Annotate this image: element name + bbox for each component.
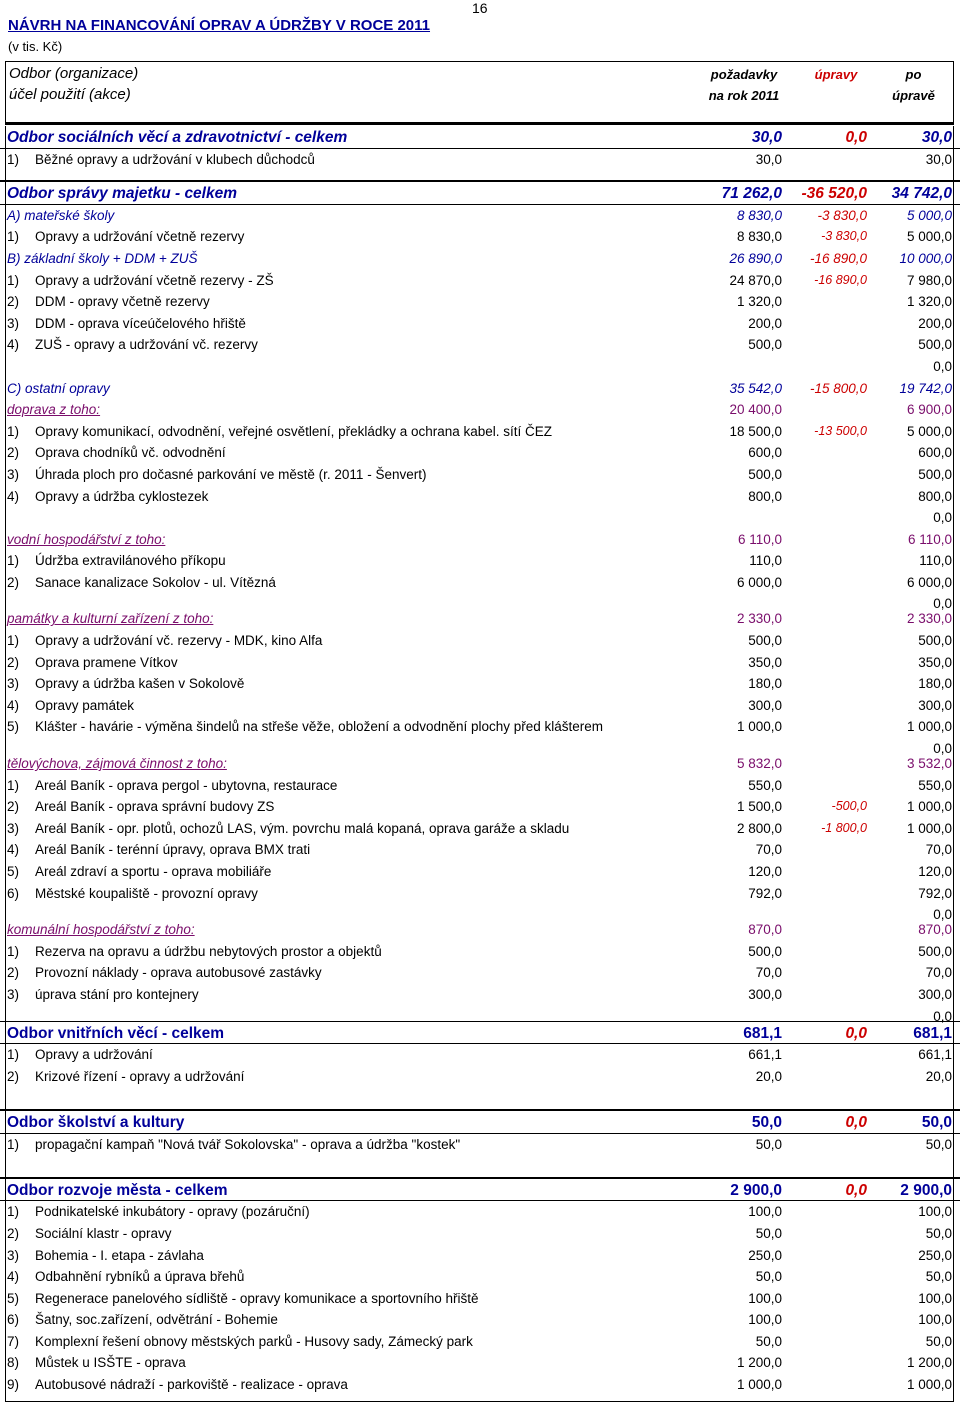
row-label: doprava z toho: bbox=[7, 402, 101, 418]
value-requests: 26 890,0 bbox=[729, 250, 782, 266]
row-label: komunální hospodářství z toho: bbox=[7, 922, 195, 938]
value-after: 1 320,0 bbox=[906, 294, 952, 310]
value-requests: 800,0 bbox=[748, 488, 782, 504]
row-label: Úhrada ploch pro dočasné parkování ve městě (r. 2011 - Šenvert) bbox=[35, 466, 427, 482]
header-after-line1: po bbox=[905, 67, 922, 82]
table-row bbox=[0, 181, 960, 205]
value-after: 500,0 bbox=[918, 337, 952, 353]
value-requests: 500,0 bbox=[748, 943, 782, 959]
value-requests: 500,0 bbox=[748, 466, 782, 482]
table-row bbox=[0, 695, 960, 717]
value-after: 6 110,0 bbox=[907, 531, 952, 547]
table-row bbox=[0, 464, 960, 486]
table-row bbox=[0, 883, 960, 905]
row-label: Sociální klastr - opravy bbox=[35, 1225, 172, 1241]
row-label: ZUŠ - opravy a udržování vč. rezervy bbox=[35, 337, 258, 353]
value-adjustment: -36 520,0 bbox=[801, 185, 867, 203]
value-requests: 70,0 bbox=[755, 965, 782, 981]
table-row bbox=[0, 378, 960, 400]
header-adjustments: úpravy bbox=[814, 67, 858, 82]
value-after: 0,0 bbox=[933, 1008, 952, 1024]
row-number: 3) bbox=[7, 820, 20, 836]
value-after: 34 742,0 bbox=[891, 185, 952, 203]
table-row bbox=[0, 738, 960, 757]
value-requests: 18 500,0 bbox=[729, 423, 782, 439]
value-requests: 71 262,0 bbox=[721, 185, 782, 203]
value-after: 0,0 bbox=[933, 596, 952, 612]
row-number: 5) bbox=[7, 1290, 20, 1306]
row-label: Komplexní řešení obnovy městských parků - Husovy sady, Zámecký park bbox=[35, 1333, 473, 1349]
row-label: Provozní náklady - oprava autobusové zastávky bbox=[35, 965, 322, 981]
value-after: 1 000,0 bbox=[906, 799, 952, 815]
value-requests: 681,1 bbox=[743, 1024, 782, 1042]
value-after: 0,0 bbox=[933, 510, 952, 526]
table-row bbox=[0, 904, 960, 923]
row-label: Areál Baník - terénní úpravy, oprava BMX trati bbox=[35, 842, 311, 858]
row-number: 1) bbox=[7, 423, 20, 439]
row-label: Autobusové nádraží - parkoviště - realizace - oprava bbox=[35, 1377, 348, 1393]
row-number: 4) bbox=[7, 842, 20, 858]
table-row bbox=[0, 126, 960, 149]
table-row bbox=[0, 1134, 960, 1156]
value-after: 120,0 bbox=[918, 864, 952, 879]
value-requests: 50,0 bbox=[755, 1225, 782, 1241]
table-row bbox=[0, 507, 960, 529]
value-requests: 8 830,0 bbox=[736, 229, 782, 245]
value-adjustment: -500,0 bbox=[831, 799, 867, 814]
row-label: vodní hospodářství z toho: bbox=[7, 531, 166, 547]
value-adjustment: 0,0 bbox=[845, 1181, 867, 1199]
value-adjustment: -16 890,0 bbox=[809, 250, 867, 266]
row-number: 1) bbox=[7, 1047, 20, 1063]
row-number: 4) bbox=[7, 697, 20, 713]
table-row bbox=[0, 1006, 960, 1024]
unit-note: (v tis. Kč) bbox=[8, 39, 63, 54]
row-label: Údržba extravilánového příkopu bbox=[35, 553, 226, 569]
row-number: 1) bbox=[7, 151, 20, 167]
row-number: 4) bbox=[7, 488, 20, 504]
row-number: 2) bbox=[7, 965, 20, 981]
row-number: 2) bbox=[7, 654, 20, 670]
value-after: 550,0 bbox=[918, 777, 952, 793]
table-row bbox=[0, 962, 960, 984]
row-label: Odbahnění rybníků a úprava břehů bbox=[35, 1269, 245, 1285]
value-after: 7 980,0 bbox=[906, 272, 952, 288]
table-row bbox=[0, 205, 960, 227]
row-number: 2) bbox=[7, 445, 20, 461]
row-number: 3) bbox=[7, 986, 20, 1002]
row-label: B) základní školy + DDM + ZUŠ bbox=[7, 250, 198, 266]
row-label: Opravy památek bbox=[35, 697, 135, 713]
row-label: Klášter - havárie - výměna šindelů na střeše věže, obložení a odvodnění plochy před klášterem bbox=[35, 719, 604, 735]
table-row bbox=[0, 291, 960, 313]
value-after: 6 900,0 bbox=[906, 402, 952, 418]
value-requests: 24 870,0 bbox=[729, 272, 782, 288]
header-col-label-2: účel použití (akce) bbox=[9, 86, 131, 103]
row-label: DDM - opravy včetně rezervy bbox=[35, 294, 210, 310]
table-row bbox=[0, 442, 960, 464]
row-label: Areál Baník - oprava pergol - ubytovna, restaurace bbox=[35, 777, 338, 793]
row-label: Podnikatelské inkubátory - opravy (pozáruční) bbox=[35, 1204, 310, 1220]
value-after: 350,0 bbox=[918, 654, 952, 670]
value-after: 50,0 bbox=[925, 1136, 952, 1152]
row-number: 9) bbox=[7, 1377, 20, 1393]
value-after: 1 000,0 bbox=[906, 820, 952, 836]
row-label: Běžné opravy a udržování v klubech důchodců bbox=[35, 151, 315, 167]
value-adjustment: -15 800,0 bbox=[809, 380, 867, 396]
row-label: Opravy a udržování bbox=[35, 1047, 153, 1063]
value-adjustment: -16 890,0 bbox=[814, 272, 867, 287]
row-label: C) ostatní opravy bbox=[7, 380, 110, 396]
header-after-line2: úpravě bbox=[892, 88, 935, 103]
row-label: Můstek u ISŠTE - oprava bbox=[35, 1355, 186, 1371]
value-requests: 300,0 bbox=[748, 697, 782, 713]
value-after: 681,1 bbox=[913, 1024, 952, 1042]
row-number: 1) bbox=[7, 272, 20, 288]
value-requests: 30,0 bbox=[755, 151, 782, 167]
row-number: 3) bbox=[7, 1247, 20, 1263]
table-row bbox=[0, 1110, 960, 1134]
row-number: 5) bbox=[7, 864, 20, 879]
table-row bbox=[0, 1223, 960, 1245]
value-after: 500,0 bbox=[918, 466, 952, 482]
value-after: 0,0 bbox=[933, 358, 952, 374]
table-row bbox=[0, 399, 960, 421]
value-after: 70,0 bbox=[925, 965, 952, 981]
value-requests: 5 832,0 bbox=[736, 756, 782, 772]
row-gap bbox=[0, 170, 960, 181]
table-row bbox=[0, 673, 960, 695]
row-label: Areál Baník - opr. plotů, ochozů LAS, vým. povrchu malá kopaná, oprava garáže a skladu bbox=[35, 820, 570, 836]
header-requests: požadavky bbox=[710, 67, 778, 82]
table-row bbox=[0, 529, 960, 551]
row-label: Rezerva na opravu a údržbu nebytových prostor a objektů bbox=[35, 943, 382, 959]
row-number: 1) bbox=[7, 943, 20, 959]
value-adjustment: -3 830,0 bbox=[817, 207, 867, 223]
row-label: Bohemia - I. etapa - závlaha bbox=[35, 1247, 204, 1263]
value-requests: 1 500,0 bbox=[736, 799, 782, 815]
value-after: 19 742,0 bbox=[899, 380, 952, 396]
value-after: 100,0 bbox=[918, 1204, 952, 1220]
table-row bbox=[0, 313, 960, 335]
value-after: 30,0 bbox=[925, 151, 952, 167]
value-requests: 100,0 bbox=[748, 1312, 782, 1328]
value-requests: 110,0 bbox=[749, 553, 782, 569]
value-requests: 180,0 bbox=[748, 676, 782, 692]
value-after: 20,0 bbox=[925, 1068, 952, 1084]
table-row bbox=[0, 796, 960, 818]
value-requests: 35 542,0 bbox=[729, 380, 782, 396]
value-requests: 200,0 bbox=[748, 315, 782, 331]
value-adjustment: -13 500,0 bbox=[814, 423, 867, 438]
row-label: Odbor rozvoje města - celkem bbox=[7, 1181, 228, 1199]
value-requests: 20,0 bbox=[755, 1068, 782, 1084]
value-after: 50,0 bbox=[925, 1269, 952, 1285]
table-header bbox=[5, 61, 954, 125]
table-row bbox=[0, 226, 960, 248]
table-row bbox=[0, 861, 960, 883]
value-after: 0,0 bbox=[933, 907, 952, 923]
table-row bbox=[0, 630, 960, 652]
table-row bbox=[0, 1044, 960, 1066]
value-after: 1 200,0 bbox=[906, 1355, 952, 1371]
table-row bbox=[0, 572, 960, 594]
value-requests: 1 000,0 bbox=[736, 1377, 782, 1393]
table-row bbox=[0, 652, 960, 674]
table-row bbox=[0, 1245, 960, 1267]
table-row bbox=[0, 1374, 960, 1396]
value-requests: 250,0 bbox=[748, 1247, 782, 1263]
value-requests: 50,0 bbox=[755, 1333, 782, 1349]
value-adjustment: -1 800,0 bbox=[821, 820, 867, 835]
value-requests: 792,0 bbox=[748, 885, 782, 901]
table-row bbox=[0, 149, 960, 171]
table-row bbox=[0, 550, 960, 572]
table-row bbox=[0, 753, 960, 775]
row-label: tělovýchova, zájmová činnost z toho: bbox=[7, 756, 227, 772]
value-requests: 1 000,0 bbox=[736, 719, 782, 735]
table-row bbox=[0, 356, 960, 378]
table-row bbox=[0, 1201, 960, 1223]
value-requests: 50,0 bbox=[755, 1269, 782, 1285]
value-after: 300,0 bbox=[918, 697, 952, 713]
row-number: 3) bbox=[7, 676, 20, 692]
value-after: 2 330,0 bbox=[906, 611, 952, 627]
value-requests: 500,0 bbox=[748, 337, 782, 353]
row-label: Šatny, soc.zařízení, odvětrání - Bohemie bbox=[35, 1312, 278, 1328]
row-label: úprava stání pro kontejnery bbox=[35, 986, 199, 1002]
value-after: 5 000,0 bbox=[906, 423, 952, 439]
value-adjustment: 0,0 bbox=[845, 1024, 867, 1042]
value-requests: 100,0 bbox=[748, 1204, 782, 1220]
value-requests: 600,0 bbox=[748, 445, 782, 461]
header-requests-year: na rok 2011 bbox=[708, 88, 780, 103]
table-row bbox=[0, 1331, 960, 1353]
row-number: 1) bbox=[7, 633, 20, 649]
row-number: 5) bbox=[7, 719, 20, 735]
row-number: 2) bbox=[7, 294, 20, 310]
table-row bbox=[0, 421, 960, 443]
table-row bbox=[0, 1021, 960, 1045]
value-after: 100,0 bbox=[918, 1290, 952, 1306]
row-number: 8) bbox=[7, 1355, 20, 1371]
value-adjustment: 0,0 bbox=[845, 1113, 867, 1131]
value-after: 50,0 bbox=[925, 1333, 952, 1349]
row-number: 1) bbox=[7, 229, 20, 245]
row-label: Odbor školství a kultury bbox=[7, 1113, 185, 1131]
value-requests: 550,0 bbox=[748, 777, 782, 793]
table-row bbox=[0, 818, 960, 840]
value-requests: 300,0 bbox=[748, 986, 782, 1002]
value-after: 800,0 bbox=[918, 488, 952, 504]
value-requests: 50,0 bbox=[755, 1136, 782, 1152]
row-number: 1) bbox=[7, 553, 20, 569]
value-after: 1 000,0 bbox=[906, 1377, 952, 1393]
value-after: 2 900,0 bbox=[900, 1181, 952, 1199]
row-number: 1) bbox=[7, 777, 20, 793]
value-requests: 1 320,0 bbox=[736, 294, 782, 310]
row-label: Krizové řízení - opravy a udržování bbox=[35, 1068, 245, 1084]
document-title: NÁVRH NA FINANCOVÁNÍ OPRAV A ÚDRŽBY V ROCE 2011 bbox=[8, 17, 431, 34]
value-after: 70,0 bbox=[925, 842, 952, 858]
table-row bbox=[0, 593, 960, 612]
value-requests: 120,0 bbox=[748, 864, 782, 879]
table-row bbox=[0, 941, 960, 963]
table-row bbox=[0, 839, 960, 861]
table-row bbox=[0, 1066, 960, 1088]
row-label: Oprava pramene Vítkov bbox=[35, 654, 178, 670]
value-requests: 6 000,0 bbox=[736, 574, 782, 590]
value-after: 110,0 bbox=[919, 553, 952, 569]
value-requests: 2 800,0 bbox=[736, 820, 782, 836]
row-number: 1) bbox=[7, 1204, 20, 1220]
value-requests: 70,0 bbox=[755, 842, 782, 858]
value-requests: 2 900,0 bbox=[730, 1181, 782, 1199]
row-label: Opravy a udržování včetně rezervy - ZŠ bbox=[35, 272, 274, 288]
row-number: 3) bbox=[7, 466, 20, 482]
row-label: Opravy a udržování včetně rezervy bbox=[35, 229, 245, 245]
row-label: Opravy a údržba cyklostezek bbox=[35, 488, 209, 504]
value-after: 180,0 bbox=[918, 676, 952, 692]
table-row bbox=[0, 486, 960, 508]
row-label: Areál zdraví a sportu - oprava mobiliáře bbox=[35, 864, 272, 879]
row-label: Městské koupaliště - provozní opravy bbox=[35, 885, 258, 901]
row-label: Oprava chodníků vč. odvodnění bbox=[35, 445, 226, 461]
value-after: 661,1 bbox=[918, 1047, 952, 1063]
row-label: Areál Baník - oprava správní budovy ZS bbox=[35, 799, 275, 815]
row-label: Regenerace panelového sídliště - opravy komunikace a sportovního hřiště bbox=[35, 1290, 479, 1306]
header-col-label-1: Odbor (organizace) bbox=[9, 65, 139, 82]
row-number: 4) bbox=[7, 337, 20, 353]
table-row bbox=[0, 1178, 960, 1202]
value-after: 600,0 bbox=[918, 445, 952, 461]
value-requests: 30,0 bbox=[751, 129, 782, 146]
value-adjustment: 0,0 bbox=[845, 129, 867, 146]
value-adjustment: -3 830,0 bbox=[821, 229, 867, 244]
row-number: 3) bbox=[7, 315, 20, 331]
value-after: 5 000,0 bbox=[906, 207, 952, 223]
row-label: Opravy a údržba kašen v Sokolově bbox=[35, 676, 245, 692]
value-after: 50,0 bbox=[921, 1113, 952, 1131]
table-row bbox=[0, 1288, 960, 1310]
value-after: 500,0 bbox=[918, 633, 952, 649]
row-label: Odbor sociálních věcí a zdravotnictví - celkem bbox=[7, 129, 348, 146]
table-row bbox=[0, 270, 960, 292]
row-label: DDM - oprava víceúčelového hřiště bbox=[35, 315, 246, 331]
table-row bbox=[0, 334, 960, 356]
value-after: 6 000,0 bbox=[906, 574, 952, 590]
row-label: Odbor vnitřních věcí - celkem bbox=[7, 1024, 225, 1042]
table-row bbox=[0, 984, 960, 1006]
value-requests: 50,0 bbox=[751, 1113, 782, 1131]
value-after: 500,0 bbox=[918, 943, 952, 959]
value-requests: 500,0 bbox=[748, 633, 782, 649]
value-requests: 100,0 bbox=[748, 1290, 782, 1306]
value-after: 250,0 bbox=[918, 1247, 952, 1263]
value-after: 200,0 bbox=[918, 315, 952, 331]
value-after: 870,0 bbox=[918, 922, 952, 938]
value-requests: 20 400,0 bbox=[729, 402, 782, 418]
value-after: 5 000,0 bbox=[906, 229, 952, 245]
page-number: 16 bbox=[472, 0, 488, 16]
value-after: 100,0 bbox=[918, 1312, 952, 1328]
row-spacer bbox=[0, 1087, 960, 1110]
row-label: Odbor správy majetku - celkem bbox=[7, 185, 238, 203]
value-requests: 8 830,0 bbox=[736, 207, 782, 223]
table-row bbox=[0, 1352, 960, 1374]
value-requests: 1 200,0 bbox=[736, 1355, 782, 1371]
table-row bbox=[0, 775, 960, 797]
value-requests: 2 330,0 bbox=[736, 611, 782, 627]
value-requests: 6 110,0 bbox=[737, 531, 782, 547]
table-row bbox=[0, 1266, 960, 1288]
row-number: 7) bbox=[7, 1333, 20, 1349]
value-requests: 350,0 bbox=[748, 654, 782, 670]
value-after: 30,0 bbox=[921, 129, 952, 146]
value-after: 10 000,0 bbox=[899, 250, 952, 266]
table-row bbox=[0, 1309, 960, 1331]
row-number: 2) bbox=[7, 799, 20, 815]
value-after: 3 532,0 bbox=[906, 756, 952, 772]
row-label: památky a kulturní zařízení z toho: bbox=[7, 611, 214, 627]
row-spacer bbox=[0, 1155, 960, 1178]
value-requests: 661,1 bbox=[748, 1047, 782, 1063]
row-label: Opravy komunikací, odvodnění, veřejné osvětlení, překládky a ochrana kabel. sítí ČEZ bbox=[35, 423, 553, 439]
table-row bbox=[0, 248, 960, 270]
table-row bbox=[0, 716, 960, 738]
row-label: propagační kampaň "Nová tvář Sokolovska" - oprava a údržba "kostek" bbox=[35, 1136, 461, 1152]
row-number: 2) bbox=[7, 1225, 20, 1241]
value-after: 1 000,0 bbox=[906, 719, 952, 735]
row-label: A) mateřské školy bbox=[7, 207, 115, 223]
row-number: 6) bbox=[7, 1312, 20, 1328]
value-requests: 870,0 bbox=[748, 922, 782, 938]
value-after: 792,0 bbox=[918, 885, 952, 901]
row-label: Sanace kanalizace Sokolov - ul. Vítězná bbox=[35, 574, 276, 590]
row-label: Opravy a udržování vč. rezervy - MDK, kino Alfa bbox=[35, 633, 323, 649]
table-row bbox=[0, 919, 960, 941]
value-after: 0,0 bbox=[933, 741, 952, 757]
row-number: 4) bbox=[7, 1269, 20, 1285]
table-row bbox=[0, 608, 960, 630]
row-number: 6) bbox=[7, 885, 20, 901]
row-number: 2) bbox=[7, 1068, 20, 1084]
row-number: 2) bbox=[7, 574, 20, 590]
value-after: 50,0 bbox=[925, 1225, 952, 1241]
table-body bbox=[0, 126, 960, 1396]
row-number: 1) bbox=[7, 1136, 20, 1152]
value-after: 300,0 bbox=[918, 986, 952, 1002]
